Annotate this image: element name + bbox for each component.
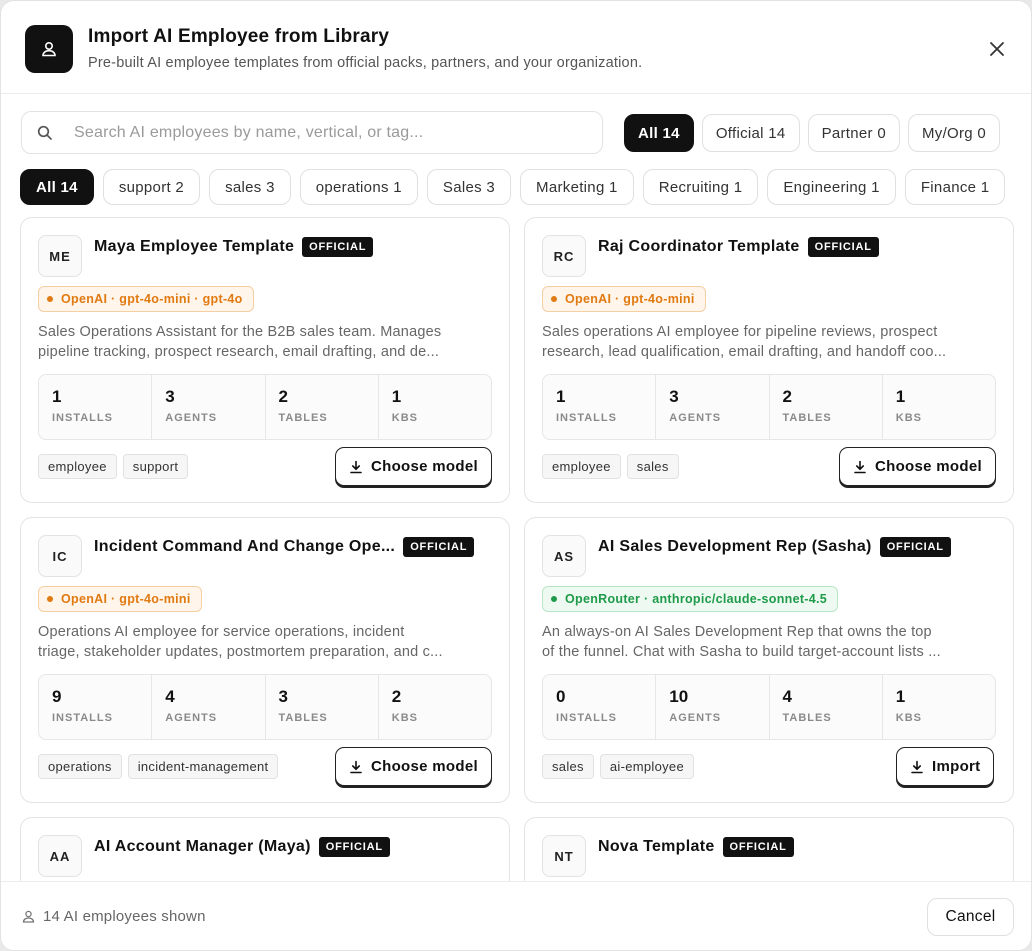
import-button[interactable]: Import: [896, 747, 994, 786]
tag-filter-support[interactable]: support 2: [103, 169, 200, 205]
agents-value: 3: [165, 387, 175, 406]
official-badge: OFFICIAL: [880, 537, 951, 557]
template-avatar: AS: [542, 535, 586, 577]
tag-filter-all[interactable]: All 14: [20, 169, 94, 205]
agents-label: AGENTS: [165, 712, 218, 724]
template-description: Sales operations AI employee for pipeline reviews, prospect research, lead qualification, email drafting, and handoff coo...: [542, 324, 947, 360]
agents-value: 10: [669, 687, 689, 706]
template-stats: [542, 674, 996, 740]
kbs-value: 1: [391, 387, 402, 406]
tables-label: TABLES: [278, 712, 328, 724]
installs-value: 0: [556, 687, 566, 706]
installs-label: INSTALLS: [556, 412, 617, 424]
modal-footer: [1, 881, 1032, 951]
kbs-label: KBS: [895, 412, 922, 424]
template-card: [20, 517, 510, 803]
model-chip: OpenAI · gpt-4o-mini · gpt-4o: [38, 286, 254, 312]
tag-chip: support: [123, 454, 188, 479]
template-tags: [38, 454, 188, 479]
result-count: 14 AI employees shown: [21, 908, 206, 925]
kbs-label: KBS: [391, 412, 418, 424]
template-tags: [542, 754, 694, 779]
agents-value: 3: [669, 387, 679, 406]
search-icon: [36, 124, 54, 147]
tag-chip: sales: [627, 454, 679, 479]
tables-value: 2: [782, 387, 792, 406]
template-tags: [542, 454, 679, 479]
source-filter-partner[interactable]: Partner 0: [808, 114, 900, 152]
choose-model-button[interactable]: Choose model: [335, 447, 492, 486]
official-badge: OFFICIAL: [403, 537, 474, 557]
installs-label: INSTALLS: [52, 712, 113, 724]
template-card: [20, 217, 510, 503]
template-name: Raj Coordinator Template: [598, 238, 800, 255]
agents-label: AGENTS: [669, 412, 722, 424]
installs-label: INSTALLS: [52, 412, 113, 424]
official-badge: OFFICIAL: [319, 837, 390, 857]
template-description: Sales Operations Assistant for the B2B sales team. Manages pipeline tracking, prospect research, email drafting, and de...: [38, 324, 442, 360]
tag-filters: [20, 169, 1014, 207]
close-icon[interactable]: [983, 35, 1011, 63]
installs-value: 1: [556, 387, 566, 406]
agents-label: AGENTS: [669, 712, 722, 724]
template-card: [524, 517, 1014, 803]
template-name: AI Account Manager (Maya): [94, 838, 311, 855]
template-grid: [1, 217, 1032, 881]
tag-chip: employee: [542, 454, 621, 479]
template-description: Operations AI employee for service operations, incident triage, stakeholder updates, postmortem preparation, and c...: [38, 624, 443, 660]
download-icon: [349, 460, 363, 474]
template-tags: [38, 754, 278, 779]
download-icon: [349, 760, 363, 774]
template-name: Nova Template: [598, 838, 715, 855]
download-icon: [910, 760, 924, 774]
template-name: Incident Command And Change Ope...: [94, 538, 396, 555]
source-filter-all[interactable]: All 14: [624, 114, 694, 152]
template-card: [524, 217, 1014, 503]
tag-filter-marketing[interactable]: Marketing 1: [520, 169, 634, 205]
official-badge: OFFICIAL: [723, 837, 794, 857]
choose-model-button[interactable]: Choose model: [335, 747, 492, 786]
tables-label: TABLES: [278, 412, 328, 424]
kbs-value: 2: [391, 687, 402, 706]
template-avatar: ME: [38, 235, 82, 277]
template-avatar: RC: [542, 235, 586, 277]
template-stats: [542, 374, 996, 440]
status-dot-icon: [47, 596, 53, 602]
kbs-value: 1: [895, 387, 906, 406]
installs-value: 9: [52, 687, 62, 706]
tag-filter-operations[interactable]: operations 1: [300, 169, 418, 205]
installs-label: INSTALLS: [556, 712, 617, 724]
template-avatar: IC: [38, 535, 82, 577]
source-filters: [624, 114, 1000, 152]
kbs-label: KBS: [895, 712, 922, 724]
source-filter-my-org[interactable]: My/Org 0: [908, 114, 1000, 152]
template-name: Maya Employee Template: [94, 238, 295, 255]
kbs-value: 1: [895, 687, 906, 706]
person-icon: [25, 25, 73, 73]
template-description: An always-on AI Sales Development Rep that owns the top of the funnel. Chat with Sasha to build target-account lists ...: [542, 624, 941, 660]
template-card: [524, 817, 1014, 881]
tag-filter-sales[interactable]: sales 3: [209, 169, 291, 205]
tag-chip: operations: [38, 754, 122, 779]
modal-header: [1, 1, 1032, 94]
template-card: [20, 817, 510, 881]
template-stats: [38, 374, 492, 440]
tag-filter-engineering[interactable]: Engineering 1: [767, 169, 895, 205]
official-badge: OFFICIAL: [808, 237, 879, 257]
tag-chip: sales: [542, 754, 594, 779]
tag-chip: ai-employee: [600, 754, 694, 779]
tables-label: TABLES: [782, 412, 832, 424]
status-dot-icon: [551, 596, 557, 602]
tables-value: 4: [782, 687, 792, 706]
download-icon: [853, 460, 867, 474]
tag-chip: employee: [38, 454, 117, 479]
agents-label: AGENTS: [165, 412, 218, 424]
status-dot-icon: [551, 296, 557, 302]
installs-value: 1: [52, 387, 62, 406]
search-box: [21, 111, 603, 154]
search-input[interactable]: [74, 120, 594, 146]
tag-filter-finance[interactable]: Finance 1: [905, 169, 1006, 205]
person-icon: [21, 909, 36, 924]
tables-value: 3: [278, 687, 288, 706]
source-filter-official[interactable]: Official 14: [702, 114, 800, 152]
tag-filter-sales-cap[interactable]: Sales 3: [427, 169, 511, 205]
model-chip: OpenAI · gpt-4o-mini: [38, 586, 202, 612]
tag-filter-recruiting[interactable]: Recruiting 1: [643, 169, 759, 205]
template-name: AI Sales Development Rep (Sasha): [598, 538, 872, 555]
template-avatar: NT: [542, 835, 586, 877]
tag-chip: incident-management: [128, 754, 279, 779]
status-dot-icon: [47, 296, 53, 302]
agents-value: 4: [165, 687, 175, 706]
kbs-label: KBS: [391, 712, 418, 724]
template-avatar: AA: [38, 835, 82, 877]
model-chip: OpenAI · gpt-4o-mini: [542, 286, 706, 312]
modal-subtitle: Pre-built AI employee templates from official packs, partners, and your organization.: [88, 55, 643, 71]
official-badge: OFFICIAL: [302, 237, 373, 257]
modal-title: Import AI Employee from Library: [88, 26, 390, 47]
cancel-button[interactable]: Cancel: [927, 898, 1014, 936]
tables-value: 2: [278, 387, 288, 406]
choose-model-button[interactable]: Choose model: [839, 447, 996, 486]
tables-label: TABLES: [782, 712, 832, 724]
model-chip: OpenRouter · anthropic/claude-sonnet-4.5: [542, 586, 838, 612]
template-stats: [38, 674, 492, 740]
